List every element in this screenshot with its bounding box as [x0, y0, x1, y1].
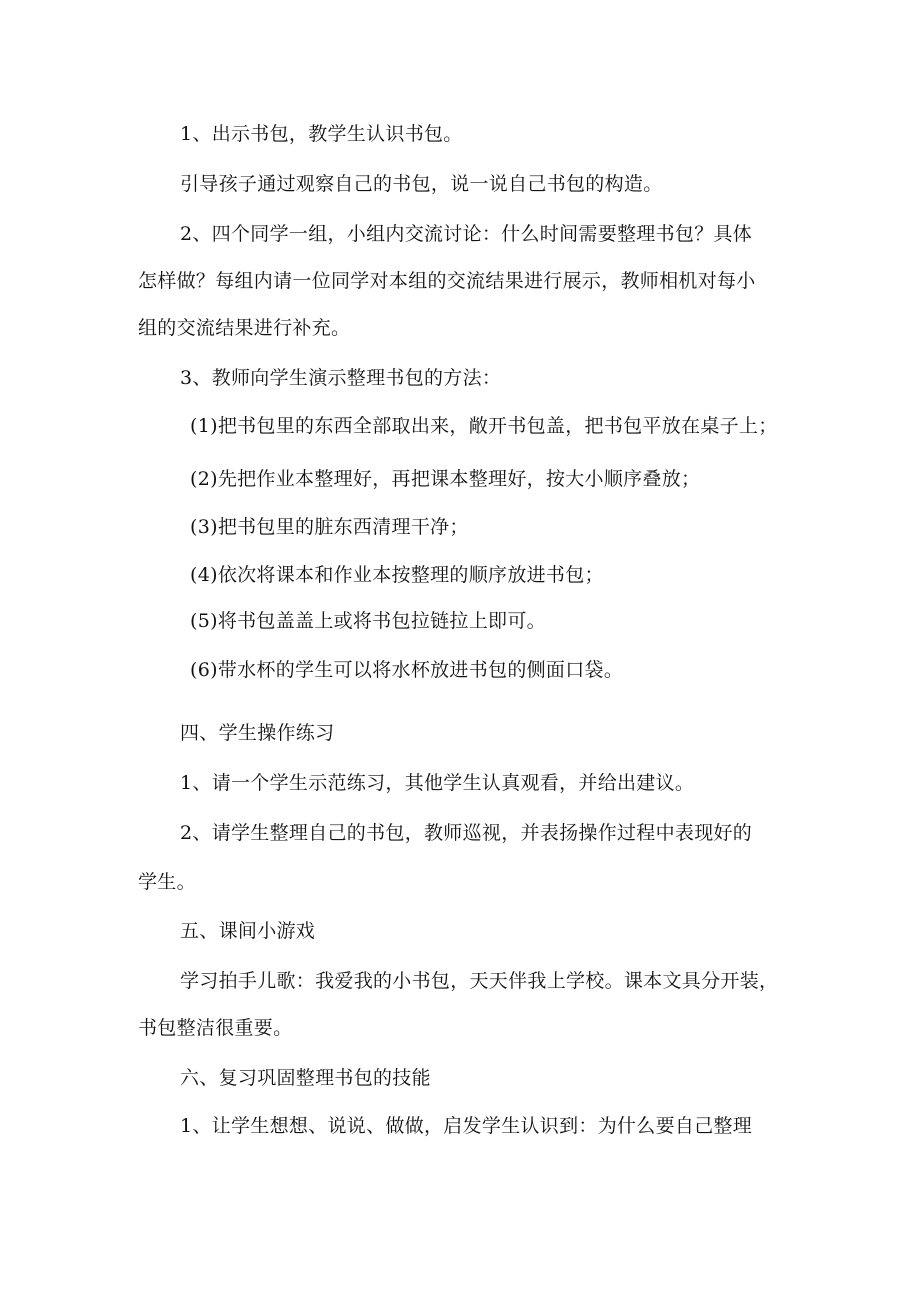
paragraph-line: 2、四个同学一组，小组内交流讨论：什么时间需要整理书包？具体 [180, 223, 753, 245]
list-item: (6)带水杯的学生可以将水杯放进书包的侧面口袋。 [190, 659, 624, 681]
paragraph-line: 3、教师向学生演示整理书包的方法： [180, 367, 502, 389]
paragraph-line: 书包整洁很重要。 [138, 1017, 293, 1039]
paragraph-line: 1、出示书包，教学生认识书包。 [180, 123, 463, 145]
paragraph-line: 1、请一个学生示范练习，其他学生认真观看，并给出建议。 [180, 772, 695, 794]
paragraph-line: 学习拍手儿歌：我爱我的小书包，天天伴我上学校。课本文具分开装， [180, 970, 779, 992]
paragraph-line: 1、让学生想想、说说、做做，启发学生认识到：为什么要自己整理 [180, 1115, 753, 1137]
list-item: (1)把书包里的东西全部取出来，敞开书包盖，把书包平放在桌子上； [190, 415, 778, 437]
section-heading: 六、复习巩固整理书包的技能 [180, 1067, 431, 1089]
paragraph-line: 引导孩子通过观察自己的书包，说一说自己书包的构造。 [180, 173, 663, 195]
paragraph-line: 2、请学生整理自己的书包，教师巡视，并表扬操作过程中表现好的 [180, 822, 753, 844]
list-item: (3)把书包里的脏东西清理干净； [190, 516, 469, 538]
section-heading: 四、学生操作练习 [180, 722, 335, 744]
list-item: (4)依次将课本和作业本按整理的顺序放进书包； [190, 564, 604, 586]
paragraph-line: 怎样做？每组内请一位同学对本组的交流结果进行展示，教师相机对每小 [138, 270, 756, 292]
paragraph-line: 组的交流结果进行补充。 [138, 317, 351, 339]
paragraph-line: 学生。 [138, 871, 196, 893]
section-heading: 五、课间小游戏 [180, 920, 316, 942]
list-item: (2)先把作业本整理好，再把课本整理好，按大小顺序叠放； [190, 468, 701, 490]
list-item: (5)将书包盖盖上或将书包拉链拉上即可。 [190, 610, 546, 632]
